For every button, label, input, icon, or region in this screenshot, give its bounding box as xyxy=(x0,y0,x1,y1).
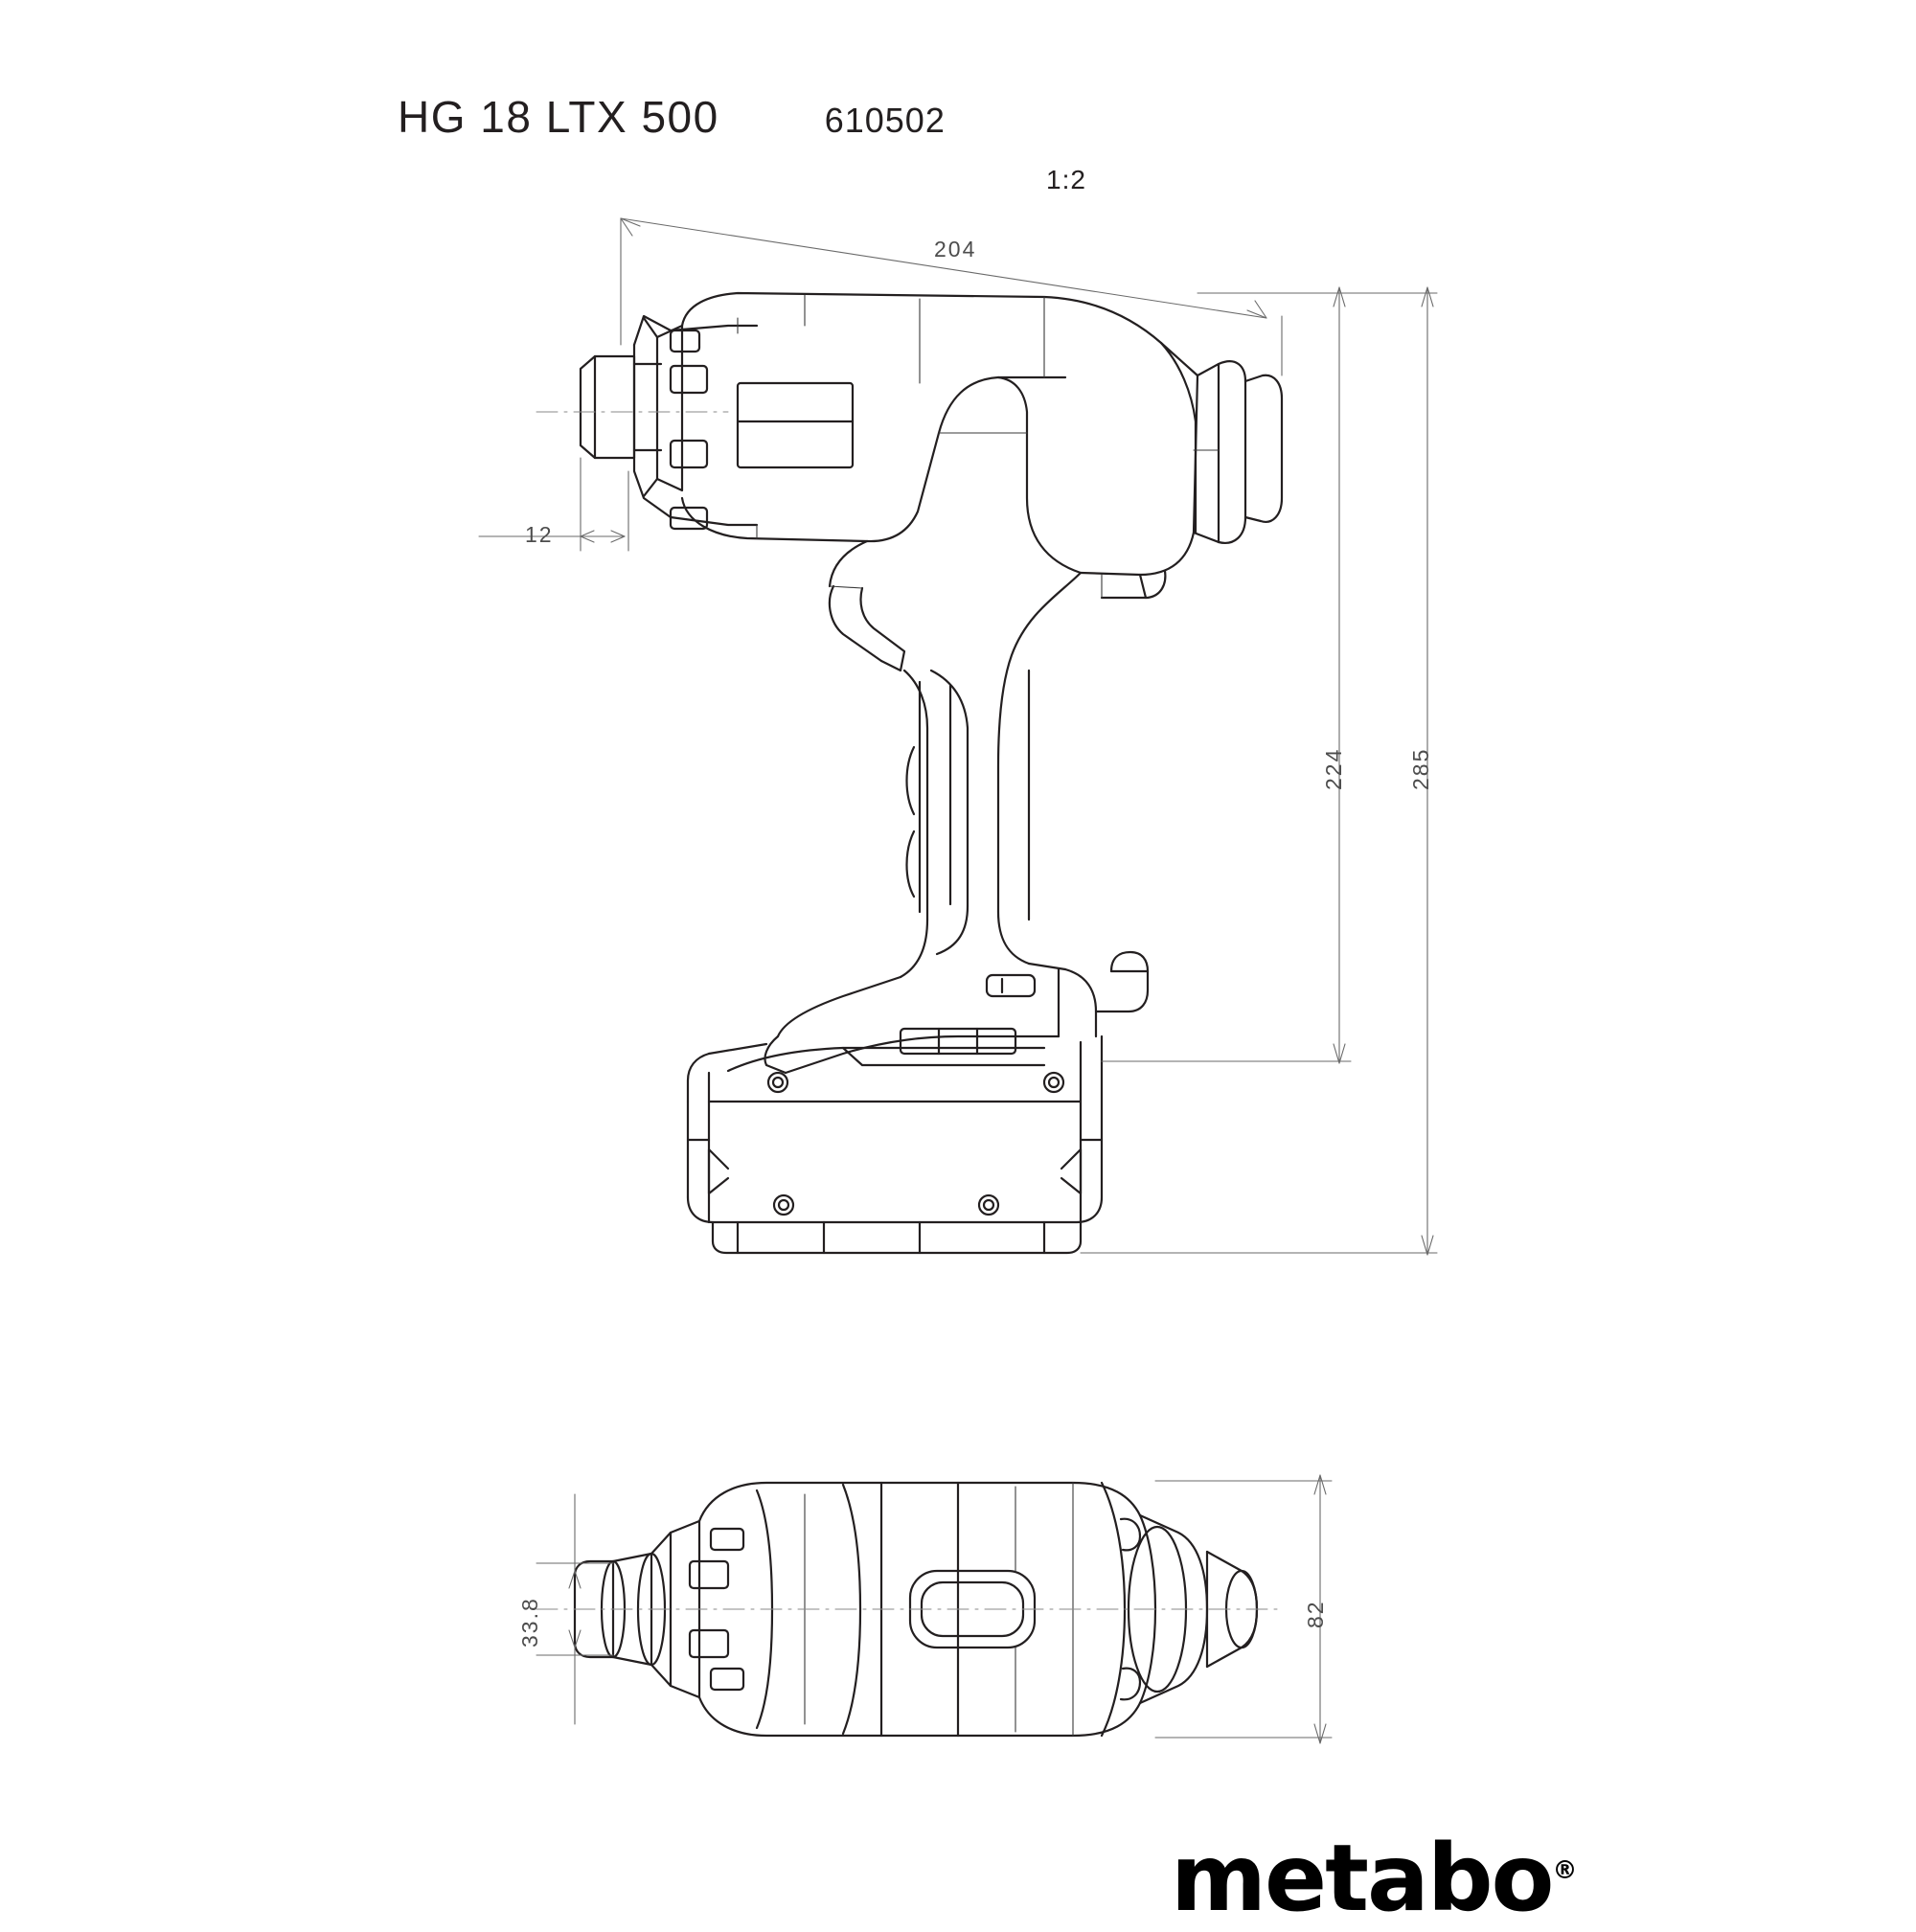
dimension-label-33-8: 33.8 xyxy=(517,1597,542,1648)
brand-name: metabo xyxy=(1171,1825,1553,1932)
registered-trademark-icon: ® xyxy=(1552,1856,1578,1885)
dimension-label-224: 224 xyxy=(1321,747,1346,790)
top-view-outline xyxy=(575,1483,1257,1736)
dimension-label-12: 12 xyxy=(525,522,554,547)
centre-lines xyxy=(536,412,1284,1609)
dimension-label-204: 204 xyxy=(934,237,977,261)
model-name: HG 18 LTX 500 xyxy=(398,92,719,142)
dimension-lines xyxy=(479,218,1437,1743)
dimension-label-82: 82 xyxy=(1303,1600,1328,1628)
dimension-label-285: 285 xyxy=(1408,747,1433,790)
scale-label: 1:2 xyxy=(1046,165,1086,194)
side-view-outline xyxy=(581,293,1282,1253)
title-block xyxy=(398,91,946,143)
article-number: 610502 xyxy=(824,101,946,140)
metabo-logo xyxy=(1171,1825,1577,1932)
